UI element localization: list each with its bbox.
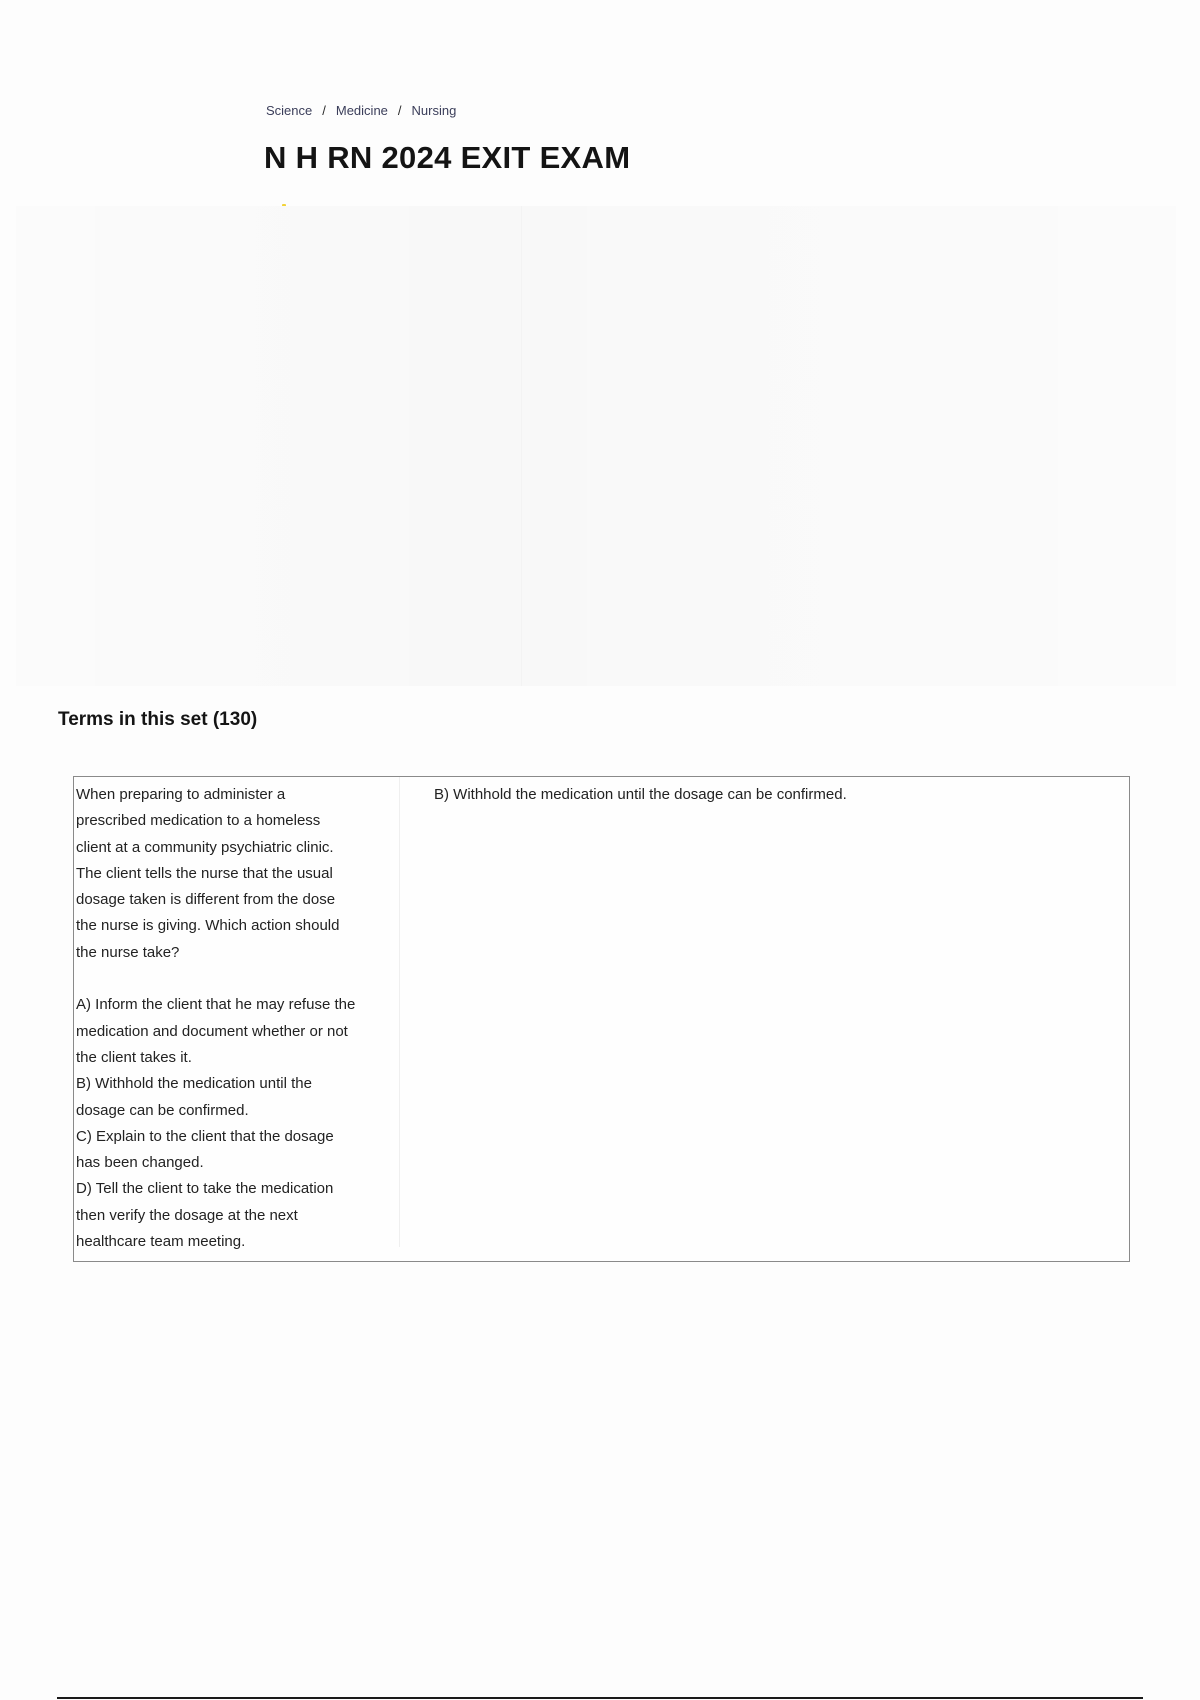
breadcrumb (266, 103, 456, 118)
blurred-preview-area (16, 206, 1176, 686)
term-text: When preparing to administer a prescribed medication to a homeless client at a community psychiatric clinic. The client tells the nurse that the usual dosage taken is different from the dose the nurse is giving. Which action should the nurse take? A) Inform the client that he may refuse the medication and document whether or not the client takes it. B) Withhold the medication until the dosage can be confirmed. C) Explain to the client that the dosage has been changed. D) Tell the client to take the medication then verify the dosage at the next healthcare team meeting. (74, 777, 400, 1247)
term-card (73, 776, 1130, 1262)
breadcrumb-separator: / (397, 103, 402, 118)
breadcrumb-item-science[interactable]: Science (266, 103, 313, 118)
page-title: N H RN 2024 EXIT EXAM (264, 140, 631, 175)
terms-heading: Terms in this set (130) (58, 709, 258, 730)
footer-divider (57, 1697, 1143, 1699)
breadcrumb-item-nursing[interactable]: Nursing (411, 103, 457, 118)
breadcrumb-item-medicine[interactable]: Medicine (335, 103, 388, 118)
definition-text: B) Withhold the medication until the dosage can be confirmed. (434, 786, 847, 803)
breadcrumb-separator: / (322, 103, 326, 118)
